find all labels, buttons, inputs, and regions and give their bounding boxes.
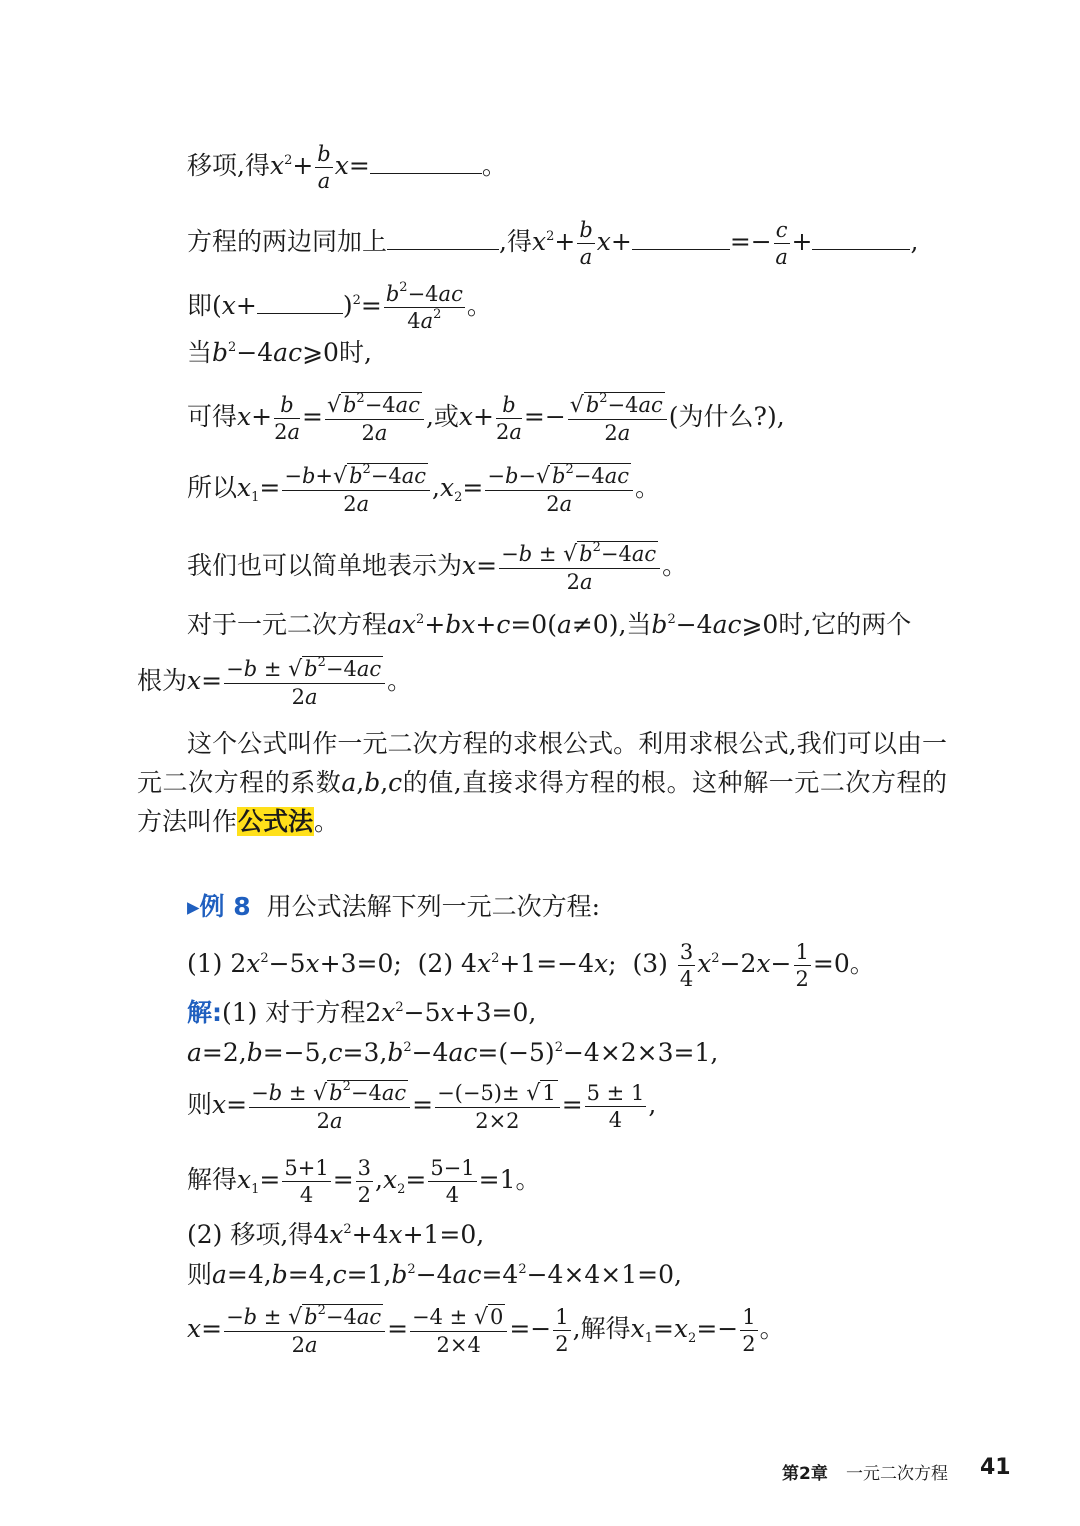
theorem-formula: 根为x= $\frac{-b \pm √b^2-4ac}{2a}$ 。 <box>137 655 413 709</box>
answer-blank <box>257 295 343 314</box>
solution-2-start: (2) 移项,得$4x^2+4x+1=0$, <box>187 1220 485 1249</box>
formula-method-paragraph: 这个公式叫作一元二次方程的求根公式。利用求根公式,我们可以由一元二次方程的系数a,b,c的值,直接求得方程的根。这种解一元二次方程的方法叫作公式法。 <box>137 729 947 836</box>
derivation-step-move: 移项,得$x^2+$ $\frac{b}{a}$ x= 。 <box>187 142 507 193</box>
answer-blank <box>632 231 730 250</box>
derivation-combined: 我们也可以简单地表示为x= $\frac{-b \pm √b^2-4ac}{2a}$ 。 <box>187 540 688 594</box>
derivation-step-complete-square: 方程的两边同加上 ,得$x^2+$ $\frac{b}{a}$ x+ =− $\frac{c}{a}$ + , <box>187 218 919 269</box>
chapter-title: 一元二次方程 <box>846 1464 948 1484</box>
example-label: ▸例 8 <box>187 892 251 921</box>
answer-blank <box>812 231 910 250</box>
answer-blank <box>387 231 499 250</box>
derivation-step-square-form: 即$(x+ )^2=$ $\frac{b^2-4ac}{4a^2}$ 。 <box>187 280 492 333</box>
answer-blank <box>370 155 482 174</box>
theorem-statement: 对于一元二次方程$ax^2+bx+c=0(a\ne 0)$,当$b^2-4ac⩾0$时,它的两个 <box>187 610 912 639</box>
key-term-highlight: 公式法 <box>238 807 314 836</box>
solution-1-start: 解:(1) 对于方程$2x^2-5x+3=0$, <box>187 998 537 1027</box>
solution-2-coefficients: 则$a=4,b=4,c=1,b^2-4ac=4^2-4\times 4\times 1=0$, <box>187 1260 682 1289</box>
solution-1-result: 解得$x_1=$ $\frac{5+1}{4}$ = $\frac{3}{2}$ $,x_2=$ $\frac{5-1}{4}$ =1。 <box>187 1156 541 1207</box>
solution-1-coefficients: $a=2,b=-5,c=3,b^2-4ac=(-5)^2-4\times 2\times 3=1$, <box>187 1038 719 1067</box>
example-problems: (1) $2x^2-5x+3=0$; (2) $4x^2+1=-4x$; (3) $\frac{3}{4}$ $x^2-2x-$ $\frac{1}{2}$ =0。 <box>187 940 875 991</box>
solution-label: 解: <box>187 998 222 1027</box>
derivation-take-root: 可得x+ $\frac{b}{2a}$ = $\frac{√b^2-4ac}{2a}$ ,或x+ $\frac{b}{2a}$ =− $\frac{√b^2-4ac}{2a}$ (为什么?), <box>187 391 785 445</box>
solution-2-formula: x= $\frac{-b \pm √b^2-4ac}{2a}$ = $\frac{-4 \pm √0}{2\times 4}$ =− $\frac{1}{2}$ ,解得$x_1=x_2=-$ $\frac{1}{2}$ 。 <box>187 1303 785 1357</box>
derivation-condition: 当$b^2-4ac⩾0$时, <box>187 338 372 367</box>
solution-1-formula: 则x= $\frac{-b \pm √b^2-4ac}{2a}$ = $\frac{-(-5)\pm √1}{2\times 2}$ = $\frac{5 \pm 1}{4}$ , <box>187 1079 657 1133</box>
chapter-number: 第2章 <box>782 1464 828 1484</box>
derivation-roots: 所以$x_1=$ $\frac{-b+√b^2-4ac}{2a}$ $,x_2=$ $\frac{-b-√b^2-4ac}{2a}$ 。 <box>187 462 661 516</box>
page-number: 41 <box>980 1455 1011 1480</box>
example-header: ▸例 8 用公式法解下列一元二次方程: <box>187 892 600 921</box>
